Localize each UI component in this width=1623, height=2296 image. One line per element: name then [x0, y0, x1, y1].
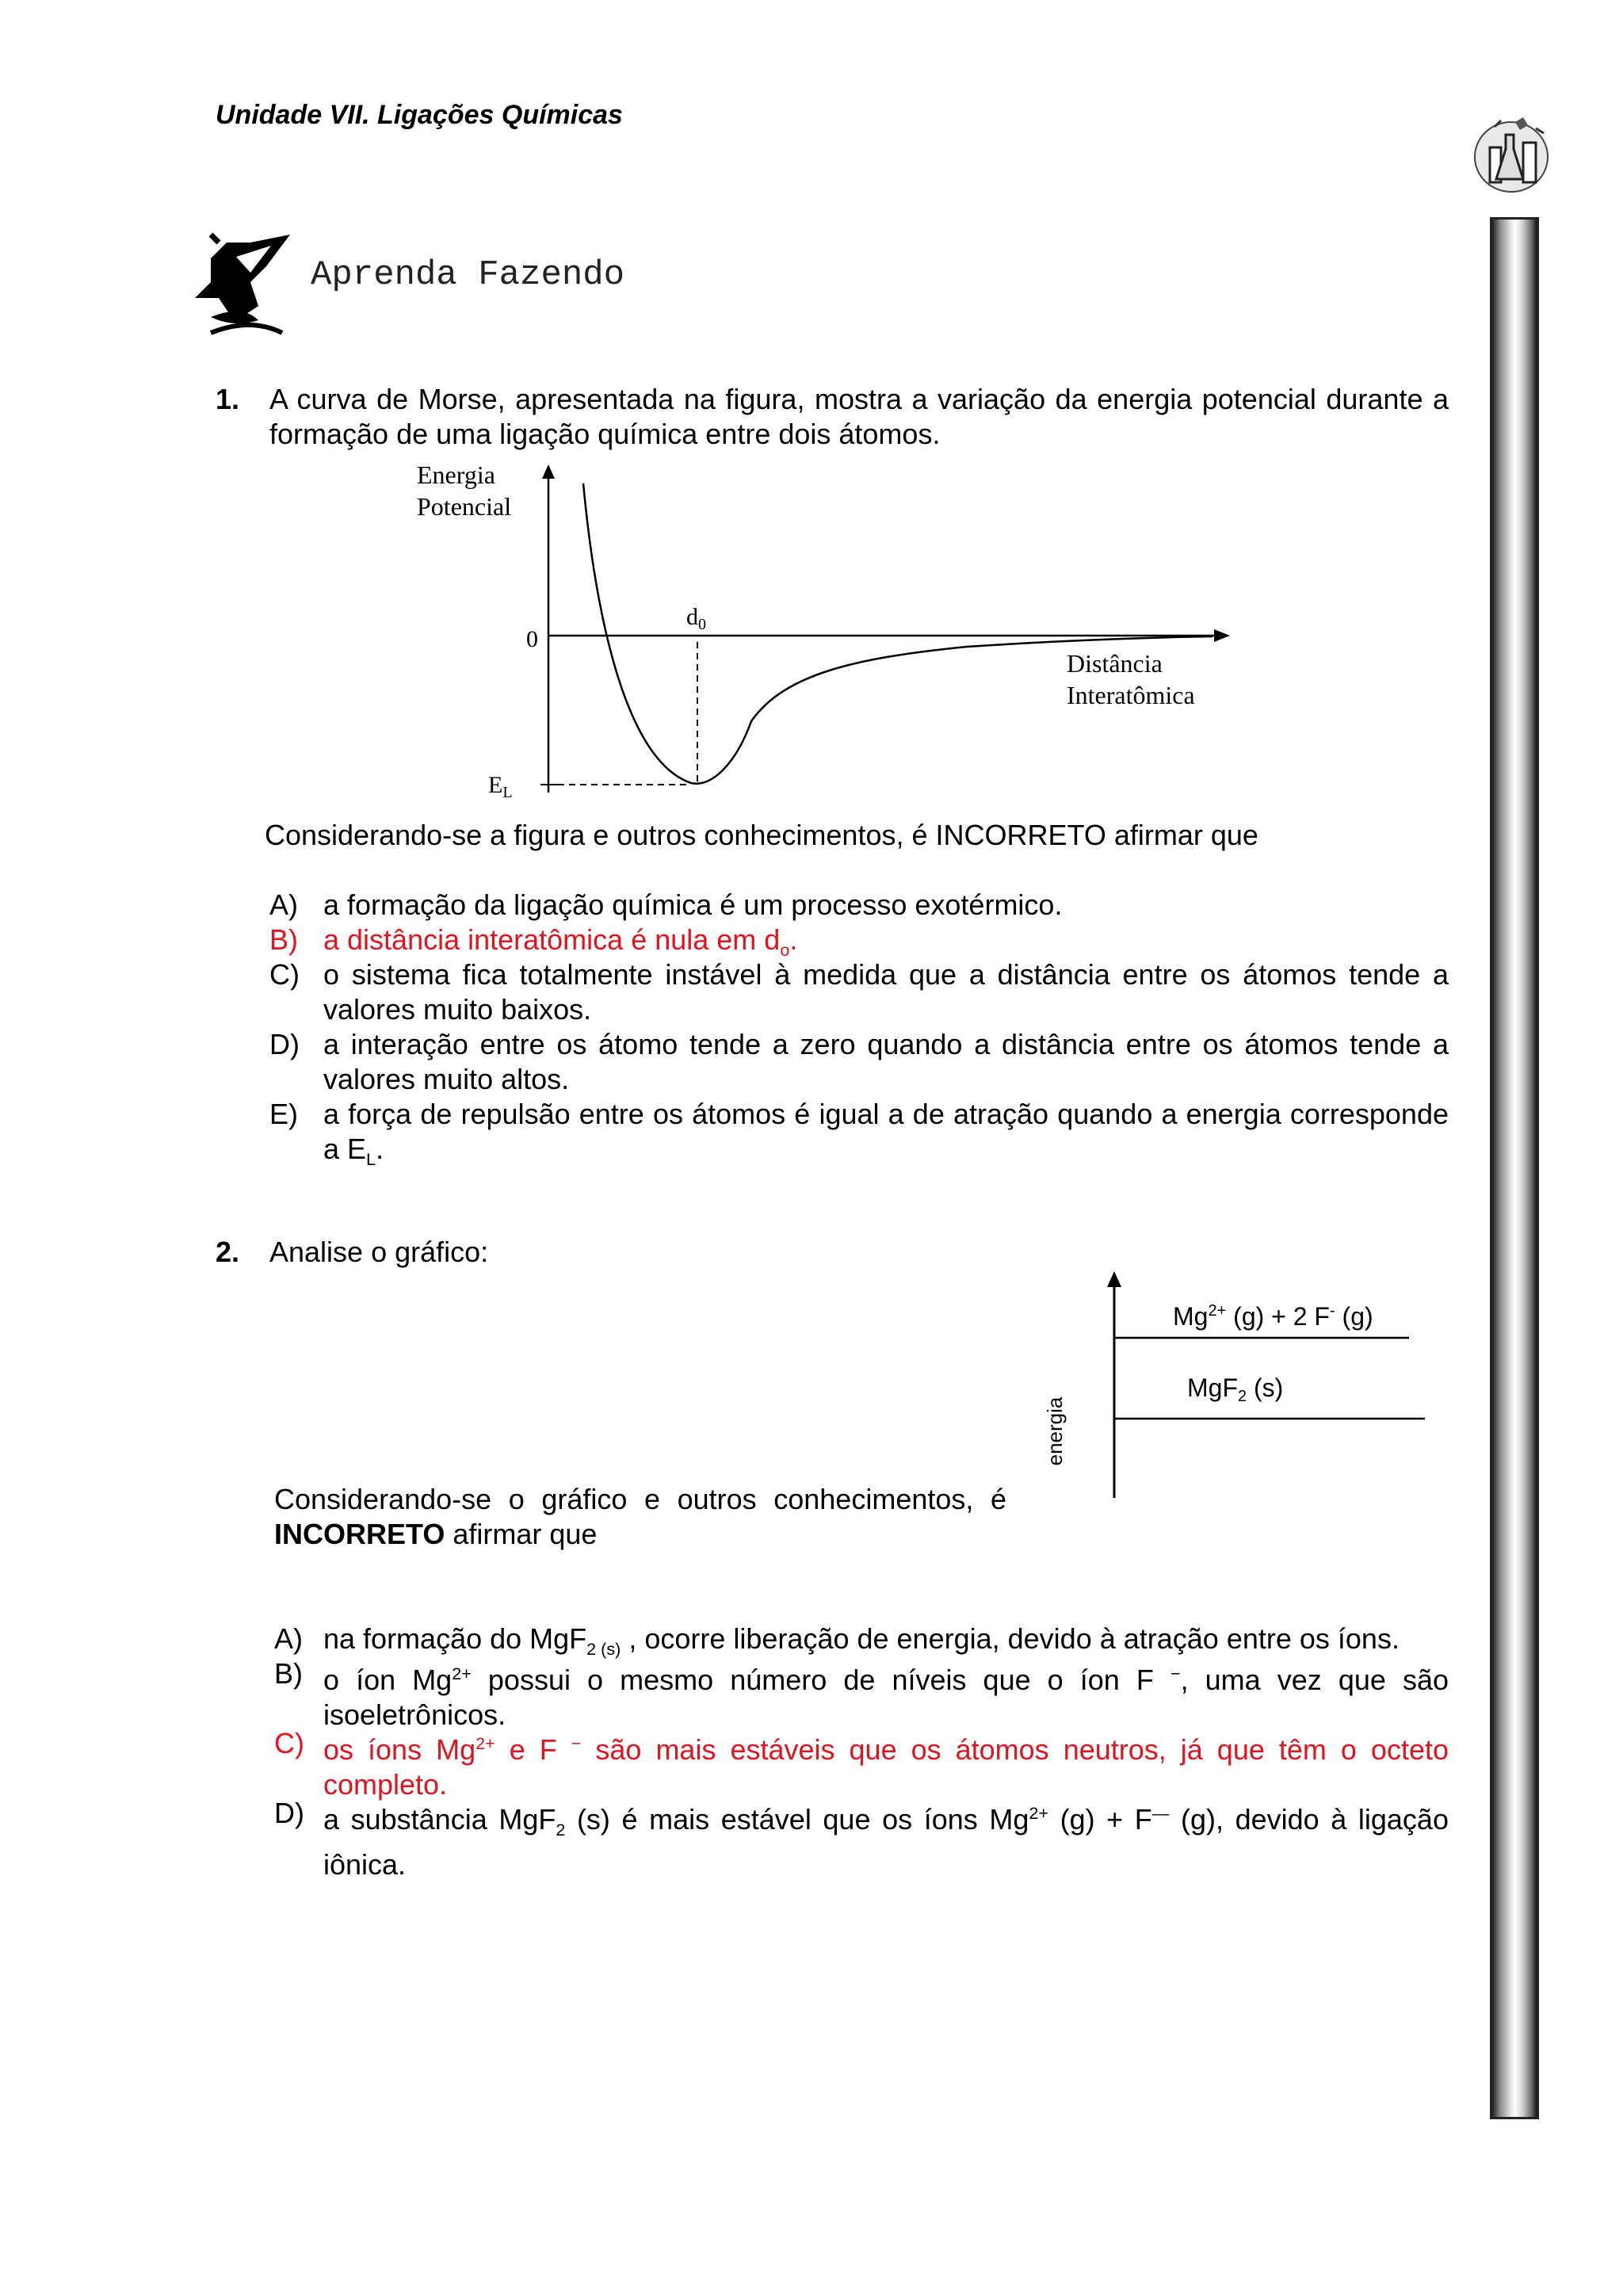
y-label-energia: Energia: [417, 460, 495, 489]
el-label: $E_L$: [488, 772, 513, 801]
unit-title: Unidade VII. Ligações Químicas: [216, 100, 623, 130]
section-title: Aprenda Fazendo: [311, 255, 625, 295]
q1-option-e: E) a força de repulsão entre os átomos é igual a de atração quando a energia corresponde a $E_L$.: [269, 1098, 1449, 1170]
q2-option-d: D) a substância MgF$_2$ (s) é mais estável que os íons $Mg^{2+}$ (g) + F— (g), devido à ligação iônica.: [274, 1797, 1449, 1881]
morse-curve-figure: [412, 460, 1244, 808]
side-bar-decoration: [1490, 217, 1539, 2119]
energy-axis-arrow: [1107, 1271, 1121, 1287]
x-label-interatomica: Interatômica: [1067, 681, 1195, 709]
x-label-distancia: Distância: [1067, 649, 1163, 678]
zero-label: 0: [526, 626, 538, 652]
morse-curve: [583, 483, 1212, 784]
q1-number: 1.: [216, 383, 240, 415]
q1-text: A curva de Morse, apresentada na figura, mostra a variação da energia potencial durante a formação de uma ligação química entre dois átomos.: [269, 383, 1449, 450]
lower-level-label: MgF2 (s): [1187, 1373, 1284, 1405]
d0-label: $d_0$: [686, 604, 706, 633]
y-axis-arrow: [542, 464, 555, 479]
q2-text: Analise o gráfico:: [269, 1236, 489, 1268]
energy-axis-label: energia: [1043, 1396, 1067, 1466]
writing-hand-icon: [187, 228, 306, 347]
q2-option-b: B) o íon $Mg^{2+}$ possui o mesmo número de níveis que o íon F −, uma vez que são isoeletrônicos.: [274, 1657, 1449, 1731]
q1-prompt: Considerando-se a figura e outros conhecimentos, é INCORRETO afirmar que: [265, 819, 1258, 851]
lab-glassware-icon: [1468, 111, 1555, 198]
y-label-potencial: Potencial: [417, 492, 512, 521]
upper-level-label: $Mg^{2+}$ (g) + 2 F- (g): [1173, 1302, 1373, 1331]
x-axis-arrow: [1214, 629, 1230, 642]
q1-option-a: A) a formação da ligação química é um processo exotérmico.: [269, 888, 1063, 921]
q1-option-c: C) o sistema fica totalmente instável à medida que a distância entre os átomos tende a valores muito baixos.: [269, 958, 1449, 1026]
q2-option-c: C) os íons $Mg^{2+}$ e F − são mais estáveis que os átomos neutros, já que têm o octeto completo.: [274, 1727, 1449, 1801]
q2-number: 2.: [216, 1236, 240, 1268]
q2-option-a: A) na formação do MgF$_{2 (s)}$ , ocorre liberação de energia, devido à atração entre os íons.: [274, 1622, 1400, 1660]
q1-option-d: D) a interação entre os átomo tende a zero quando a distância entre os átomos tende a valores muito altos.: [269, 1028, 1449, 1095]
q1-option-b: B) a distância interatômica é nula em $d_o$.: [269, 923, 798, 961]
energy-level-diagram: [1030, 1268, 1442, 1506]
q2-prompt: Considerando-se o gráfico e outros conhecimentos, é INCORRETO afirmar que: [274, 1483, 1006, 1550]
